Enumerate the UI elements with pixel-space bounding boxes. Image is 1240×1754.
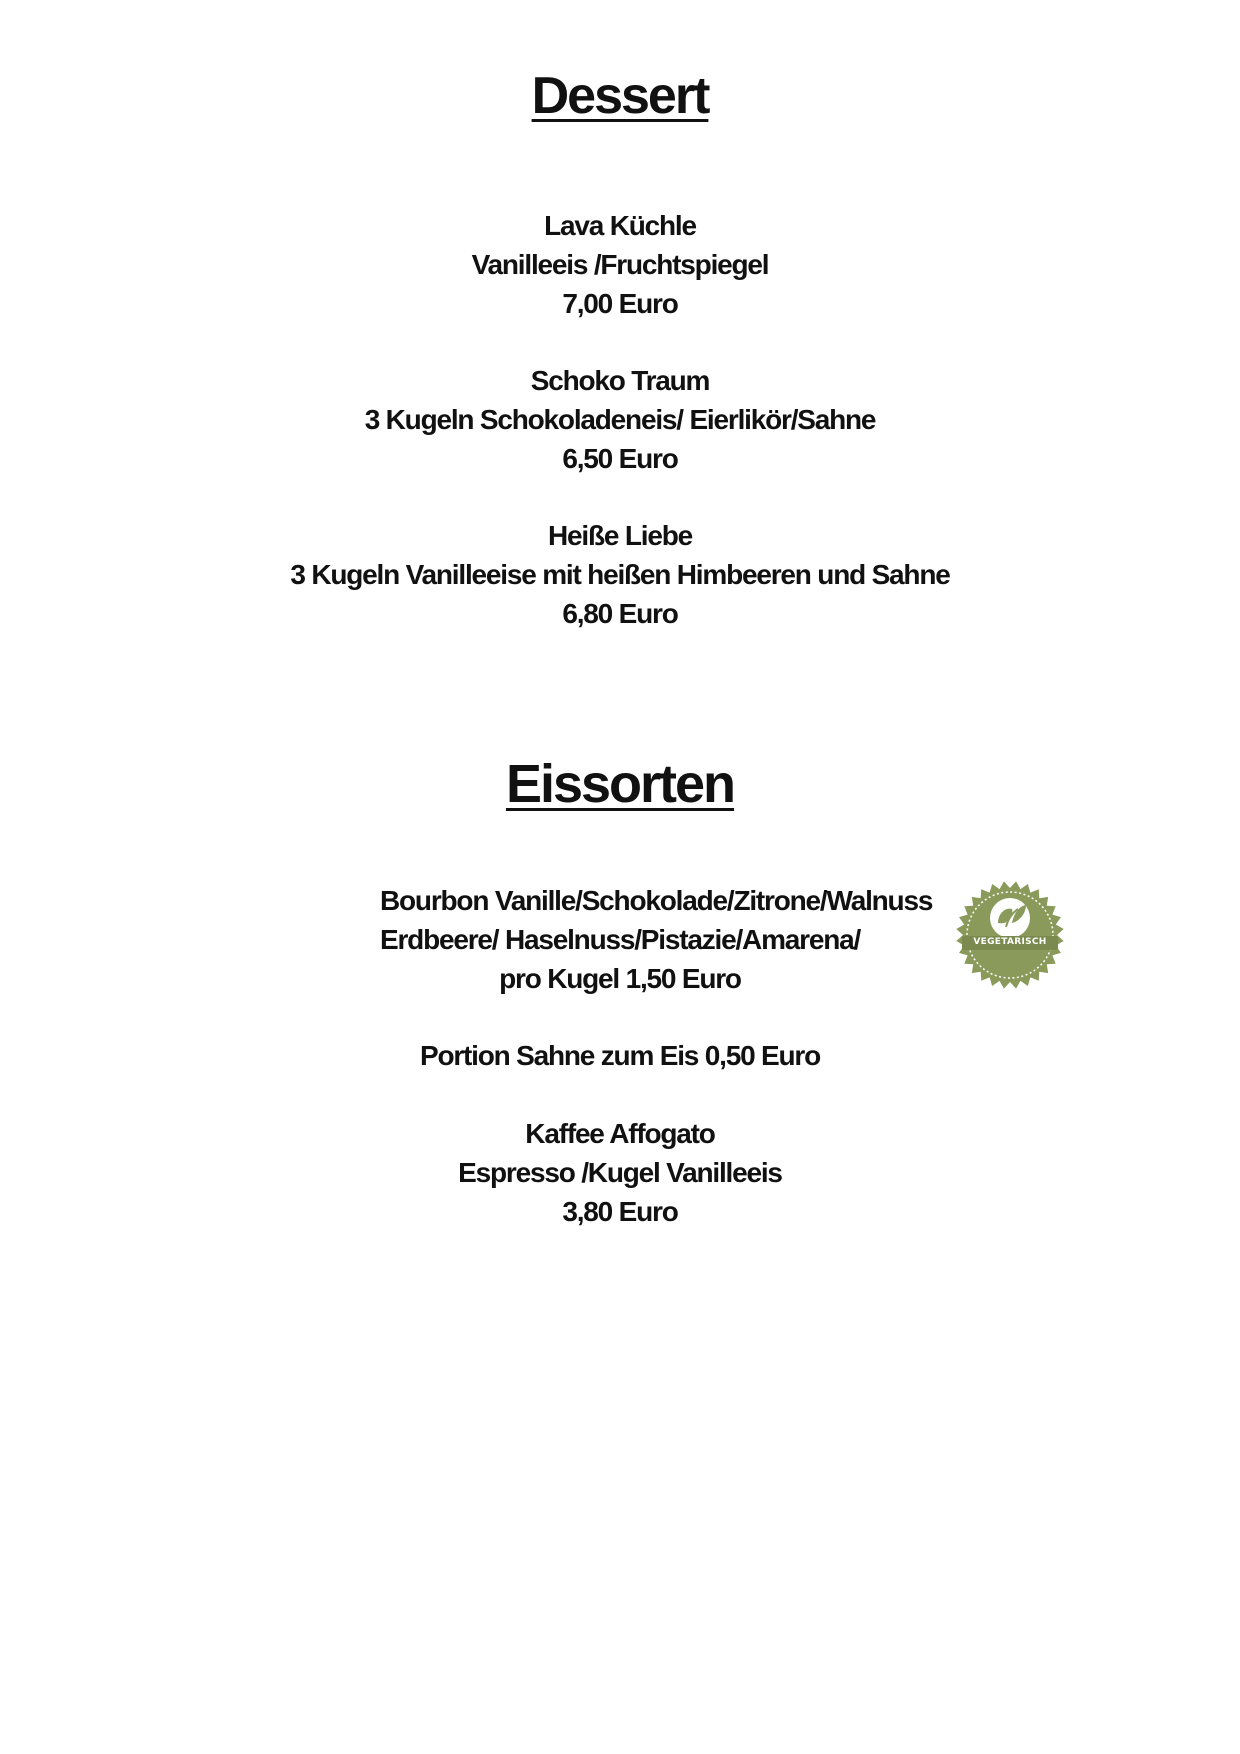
item-description: Vanilleeis /Fruchtspiegel <box>471 249 769 280</box>
item-price: 3,80 Euro <box>562 1196 678 1227</box>
vegetarian-seal-icon <box>954 879 1066 991</box>
flavor-list <box>380 881 933 998</box>
dessert-item-heisse-liebe <box>0 516 1240 633</box>
flavors-line-2: Erdbeere/ Haselnuss/Pistazie/Amarena/ <box>380 924 861 955</box>
dessert-item-lava <box>0 206 1240 323</box>
item-price: 7,00 Euro <box>562 288 678 319</box>
badge-label: VEGETARISCH <box>973 937 1047 947</box>
cream-portion <box>0 1036 1240 1075</box>
item-name: Lava Küchle <box>544 210 696 241</box>
dessert-heading: Dessert <box>531 67 709 125</box>
dessert-item-schoko <box>0 361 1240 478</box>
cream-portion-text: Portion Sahne zum Eis 0,50 Euro <box>419 1040 820 1071</box>
vegetarian-badge <box>954 879 1066 991</box>
item-description: 3 Kugeln Vanilleeise mit heißen Himbeeren und Sahne <box>290 559 950 590</box>
affogato-item <box>0 1114 1240 1231</box>
flavors-line-1: Bourbon Vanille/Schokolade/Zitrone/Walnuss <box>380 885 933 916</box>
item-name: Kaffee Affogato <box>525 1118 715 1149</box>
item-description: Espresso /Kugel Vanilleeis <box>458 1157 782 1188</box>
item-description: 3 Kugeln Schokoladeneis/ Eierlikör/Sahne <box>364 404 876 435</box>
item-name: Schoko Traum <box>530 365 710 396</box>
eissorten-heading: Eissorten <box>505 754 735 814</box>
item-price: 6,50 Euro <box>562 443 678 474</box>
item-price: 6,80 Euro <box>562 598 678 629</box>
price-per-scoop: pro Kugel 1,50 Euro <box>499 963 741 994</box>
item-name: Heiße Liebe <box>548 520 692 551</box>
